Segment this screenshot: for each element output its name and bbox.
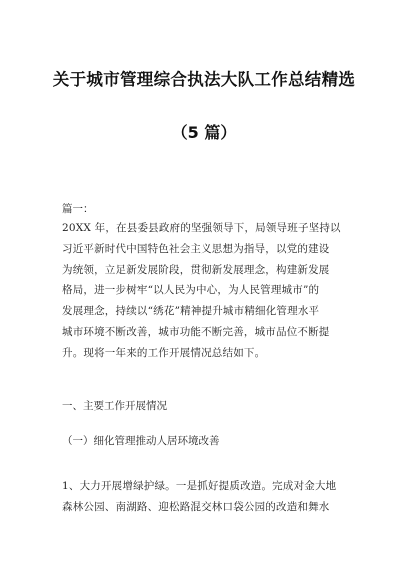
paragraph-line: 发展理念，持续以“绣花”精神提升城市精细化管理水平 xyxy=(62,305,320,318)
paragraph-line: 20XX 年，在县委县政府的坚强领导下，局领导班子坚持以 xyxy=(62,222,341,234)
paragraph-line: 1、大力开展增绿护绿。一是抓好提质改造。完成对金大地 xyxy=(62,480,337,492)
paragraph-line: 森林公园、南湖路、迎松路混交林口袋公园的改造和舞水 xyxy=(62,500,330,513)
paragraph-line: 为统领，立足新发展阶段，贯彻新发展理念，构建新发展 xyxy=(62,263,330,276)
paragraph-line: 城市环境不断改善，城市功能不断完善，城市品位不断提 xyxy=(62,325,330,338)
document-subtitle: （5 篇） xyxy=(171,123,237,142)
document-title: 关于城市管理综合执法大队工作总结精选 xyxy=(52,70,356,89)
paragraph-line: 习近平新时代中国特色社会主义思想为指导，以党的建设 xyxy=(62,242,330,255)
section-heading: 一、主要工作开展情况 xyxy=(62,400,167,412)
subsection-heading: （一）细化管理推动人居环境改善 xyxy=(62,435,220,447)
intro-paragraph xyxy=(62,218,354,364)
paragraph-line: 格局，进一步树牢“以人民为中心，为人民管理城市”的 xyxy=(62,284,320,297)
body-paragraph xyxy=(62,476,354,518)
paragraph-line: 升。现将一年来的工作开展情况总结如下。 xyxy=(62,346,266,359)
section-label: 篇一： xyxy=(62,203,94,215)
